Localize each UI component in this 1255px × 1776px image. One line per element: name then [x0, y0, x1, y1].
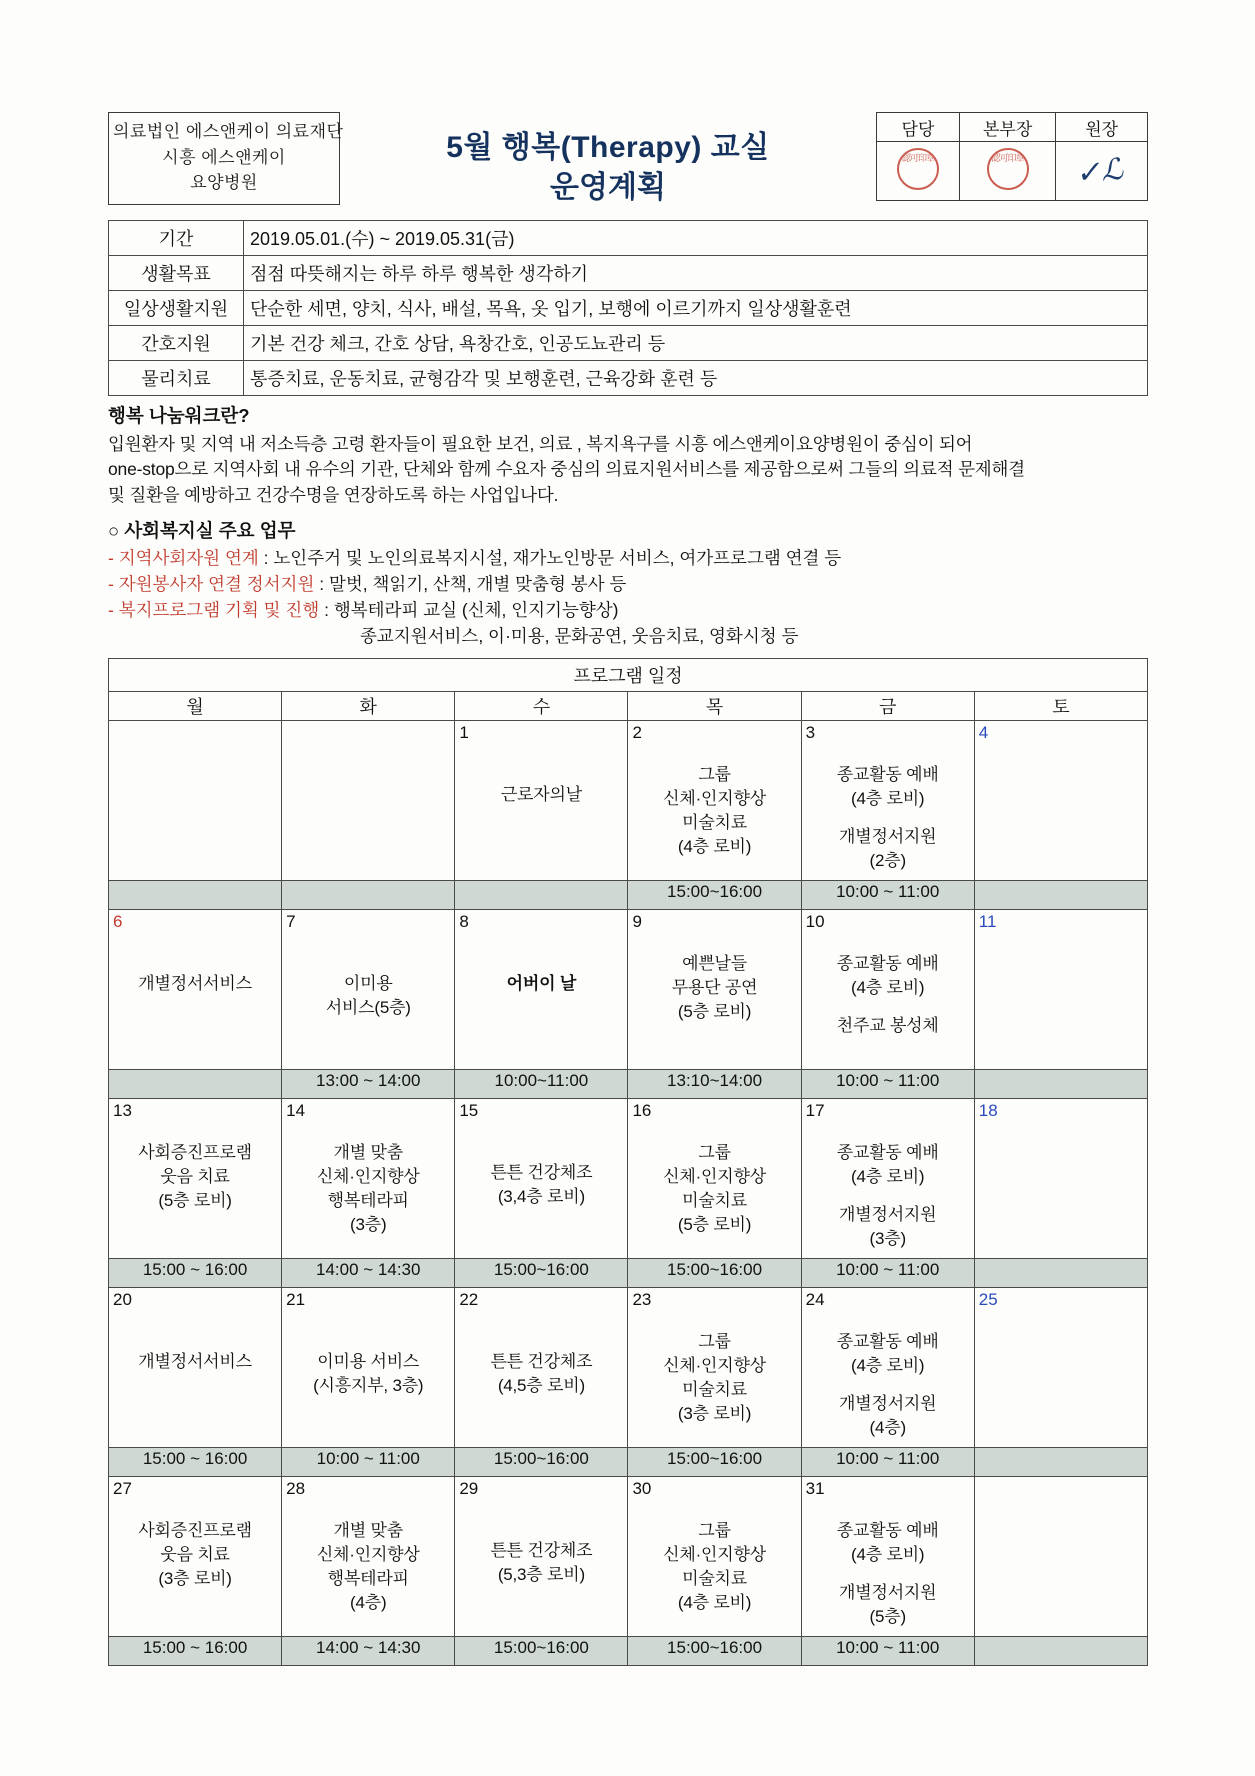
day-number: 24	[805, 1289, 825, 1309]
event-line: 개별정서서비스	[138, 1351, 252, 1371]
event-line: 그룹	[698, 1520, 731, 1540]
document-sheet	[108, 112, 1148, 1666]
calendar-week-row	[109, 909, 1148, 1069]
event-line: 무용단 공연	[671, 977, 758, 997]
duty-lead: - 복지프로그램 기획 및 진행	[108, 600, 320, 621]
day-events	[459, 1539, 623, 1587]
event-line: 종교활동 예배	[836, 764, 939, 784]
event-line: (4층 로비)	[677, 837, 752, 857]
day-events	[459, 783, 623, 807]
event-line: 신체·인지향상	[663, 1544, 766, 1564]
event-line: 종교활동 예배	[836, 953, 939, 973]
approval-col-3: 원장	[1056, 113, 1148, 142]
info-value: 점점 따뜻해지는 하루 하루 행복한 생각하기	[244, 256, 1148, 291]
day-number: 6	[113, 911, 123, 931]
event-time-band: 15:00~16:00	[455, 1447, 628, 1476]
calendar-week-row	[109, 1476, 1148, 1636]
event-time-band: 15:00 ~ 16:00	[109, 1447, 282, 1476]
day-events	[113, 1141, 277, 1213]
signature-mark-icon: ✓ℒ	[1076, 152, 1128, 190]
day-events	[459, 1350, 623, 1398]
event-time-band: 15:00~16:00	[628, 1258, 801, 1287]
day-number: 21	[286, 1289, 306, 1309]
table-row	[109, 361, 1148, 396]
event-line: (3층)	[869, 1229, 906, 1249]
event-line: 개별 맞춤	[333, 1142, 403, 1162]
event-line: 미술치료	[682, 1379, 747, 1399]
day-events	[806, 763, 970, 874]
calendar-time-row	[109, 880, 1148, 909]
calendar-time-row	[109, 1258, 1148, 1287]
day-number: 2	[632, 722, 642, 742]
event-line: 개별정서지원	[839, 826, 937, 846]
info-value: 2019.05.01.(수) ~ 2019.05.31(금)	[244, 221, 1148, 256]
program-description	[108, 403, 1148, 508]
weekday-header-thu: 목	[628, 691, 801, 720]
event-time-band: 15:00 ~ 16:00	[109, 1258, 282, 1287]
event-line: (4층 로비)	[851, 1544, 925, 1564]
day-number: 3	[805, 722, 816, 742]
duties-heading: ○ 사회복지실 주요 업무	[108, 519, 296, 541]
calendar-day-cell[interactable]	[109, 909, 282, 1069]
approval-signature	[1056, 142, 1148, 201]
day-number: 14	[286, 1100, 306, 1120]
day-number: 11	[978, 911, 997, 931]
calendar-title: 프로그램 일정	[108, 658, 1148, 691]
day-number: 29	[459, 1478, 479, 1498]
calendar-day-cell[interactable]	[455, 720, 628, 880]
day-events	[113, 972, 277, 996]
weekday-header-sat: 토	[974, 691, 1147, 720]
event-line: 그룹	[698, 1331, 731, 1351]
event-line: 신체·인지향상	[663, 1355, 766, 1375]
event-line: 미술치료	[682, 1190, 747, 1210]
info-value: 기본 건강 체크, 간호 상담, 욕창간호, 인공도뇨관리 등	[244, 326, 1148, 361]
event-spacer	[806, 811, 970, 825]
day-number: 23	[632, 1289, 652, 1309]
event-time-band: 15:00~16:00	[628, 880, 801, 909]
event-line: (4층 로비)	[677, 1593, 752, 1613]
day-number: 1	[459, 722, 469, 742]
event-time-band-empty	[974, 1069, 1147, 1098]
event-line: 서비스(5층)	[325, 997, 411, 1017]
day-number: 30	[632, 1478, 652, 1498]
event-time-band-empty	[974, 1636, 1147, 1665]
list-item	[108, 571, 1148, 597]
table-row	[109, 221, 1148, 256]
event-time-band-empty	[109, 880, 282, 909]
description-line: 및 질환을 예방하고 건강수명을 연장하도록 하는 사업입나다.	[108, 484, 559, 505]
event-line: 개별정서지원	[839, 1393, 937, 1413]
calendar-day-cell[interactable]	[974, 1476, 1147, 1636]
calendar-day-cell[interactable]	[109, 1098, 282, 1258]
calendar-day-cell[interactable]	[455, 1287, 628, 1447]
day-number: 9	[632, 911, 642, 931]
social-work-duties	[108, 517, 1148, 650]
event-time-band: 10:00 ~ 11:00	[801, 1636, 974, 1665]
event-spacer	[806, 1567, 970, 1581]
event-time-band: 10:00 ~ 11:00	[801, 1069, 974, 1098]
event-line: 종교활동 예배	[836, 1142, 939, 1162]
event-time-band: 10:00 ~ 11:00	[801, 880, 974, 909]
event-line: (4,5층 로비)	[497, 1375, 585, 1395]
calendar-week-row	[109, 720, 1148, 880]
day-events	[113, 1350, 277, 1374]
org-name-box	[108, 112, 344, 205]
event-line: (5층 로비)	[158, 1190, 232, 1210]
calendar-day-cell[interactable]	[282, 1476, 455, 1636]
calendar-time-row	[109, 1069, 1148, 1098]
event-line: 신체·인지향상	[316, 1544, 420, 1564]
calendar-day-cell[interactable]	[282, 909, 455, 1069]
event-line: 신체·인지향상	[663, 788, 766, 808]
table-row	[109, 256, 1148, 291]
calendar-day-cell[interactable]	[974, 1098, 1147, 1258]
event-line: (4층 로비)	[851, 1355, 925, 1375]
event-time-band: 15:00~16:00	[455, 1258, 628, 1287]
event-line: (시흥지부, 3층)	[313, 1375, 424, 1395]
event-line: (5층 로비)	[677, 1215, 752, 1235]
event-time-band: 10:00 ~ 11:00	[282, 1447, 455, 1476]
day-number: 22	[459, 1289, 479, 1309]
event-line: 종교활동 예배	[836, 1520, 939, 1540]
event-time-band: 15:00~16:00	[455, 1636, 628, 1665]
event-line: 튼튼 건강체조	[490, 1162, 593, 1182]
event-line: (4층)	[869, 1418, 906, 1438]
day-number: 28	[286, 1478, 306, 1498]
event-line: (3,4층 로비)	[497, 1186, 585, 1206]
approval-box	[876, 112, 1148, 201]
calendar-time-row	[109, 1447, 1148, 1476]
info-label: 일상생활지원	[109, 291, 244, 326]
day-number: 10	[805, 911, 825, 931]
event-line: (5층 로비)	[677, 1001, 752, 1021]
day-number: 17	[805, 1100, 825, 1120]
day-events	[632, 952, 796, 1024]
event-line: (3층 로비)	[677, 1404, 752, 1424]
duty-lead: - 자원봉사자 연결 정서지원	[108, 573, 315, 594]
event-line: (3층 로비)	[158, 1568, 232, 1588]
event-line: 그룹	[698, 764, 731, 784]
day-events	[459, 1161, 623, 1209]
event-line: 근로자의날	[500, 784, 582, 804]
event-line: 사회증진프로램	[138, 1142, 252, 1162]
day-number: 31	[805, 1478, 825, 1498]
plan-info-table	[108, 220, 1148, 396]
event-spacer	[806, 1000, 970, 1014]
approval-col-2: 본부장	[959, 113, 1055, 142]
day-number: 18	[978, 1100, 998, 1120]
day-number: 4	[978, 722, 989, 742]
event-time-band: 14:00 ~ 14:30	[282, 1258, 455, 1287]
approval-stamp-1	[877, 142, 960, 201]
event-line: 이미용 서비스	[317, 1351, 420, 1371]
org-line-1: 의료법인 에스앤케이 의료재단	[113, 122, 344, 141]
event-time-band-empty	[974, 880, 1147, 909]
day-number: 13	[113, 1100, 132, 1120]
event-time-band: 15:00~16:00	[628, 1636, 801, 1665]
info-label: 간호지원	[109, 326, 244, 361]
calendar-day-cell[interactable]	[282, 1287, 455, 1447]
calendar-day-cell[interactable]	[282, 1098, 455, 1258]
seal-stamp-icon: 認可印章	[987, 148, 1029, 190]
calendar-day-cell[interactable]	[109, 1476, 282, 1636]
calendar-day-cell[interactable]	[801, 720, 974, 880]
title-line-2: 운영계획	[550, 170, 666, 204]
duty-rest: : 행복테라피 교실 (신체, 인지기능향상)	[319, 600, 619, 621]
page-title	[340, 112, 876, 206]
event-line: 개별정서서비스	[138, 973, 252, 993]
day-events	[806, 1141, 970, 1252]
info-value: 단순한 세면, 양치, 식사, 배설, 목욕, 옷 입기, 보행에 이르기까지 일상생활훈련	[244, 291, 1148, 326]
calendar-day-cell[interactable]	[282, 720, 455, 880]
event-spacer	[806, 1378, 970, 1392]
event-time-band: 15:00~16:00	[628, 1447, 801, 1476]
table-row	[109, 326, 1148, 361]
day-number: 8	[459, 911, 469, 931]
program-calendar	[108, 691, 1148, 1666]
calendar-day-cell[interactable]	[628, 1287, 801, 1447]
event-line: (5층)	[869, 1607, 906, 1627]
list-item	[108, 545, 1148, 571]
table-row	[109, 291, 1148, 326]
event-line: 그룹	[698, 1142, 731, 1162]
event-time-band: 10:00 ~ 11:00	[801, 1258, 974, 1287]
event-line: 어버이 날	[506, 973, 577, 993]
calendar-day-cell[interactable]	[801, 909, 974, 1069]
event-line: 미술치료	[682, 812, 747, 832]
info-label: 생활목표	[109, 256, 244, 291]
calendar-day-cell[interactable]	[628, 720, 801, 880]
approval-stamp-2	[959, 142, 1055, 201]
event-time-band-empty	[109, 1069, 282, 1098]
event-line: 종교활동 예배	[836, 1331, 939, 1351]
day-events	[286, 972, 450, 1020]
event-time-band-empty	[974, 1447, 1147, 1476]
duty-sub-item: 종교지원서비스, 이·미용, 문화공연, 웃음치료, 영화시청 등	[360, 626, 799, 647]
calendar-day-cell[interactable]	[974, 720, 1147, 880]
event-time-band: 10:00 ~ 11:00	[801, 1447, 974, 1476]
day-events	[286, 1350, 450, 1398]
calendar-day-cell[interactable]	[109, 1287, 282, 1447]
info-label: 물리치료	[109, 361, 244, 396]
event-line: 개별정서지원	[839, 1582, 937, 1602]
day-events	[113, 1519, 277, 1591]
event-time-band: 10:00~11:00	[455, 1069, 628, 1098]
calendar-day-cell[interactable]	[455, 1476, 628, 1636]
day-number: 15	[459, 1100, 479, 1120]
day-events	[286, 1519, 450, 1616]
day-events	[632, 1141, 796, 1238]
event-line: 행복테라피	[327, 1190, 409, 1210]
calendar-day-cell[interactable]	[974, 1287, 1147, 1447]
org-line-2: 시흥 에스앤케이	[162, 147, 286, 167]
approval-col-1: 담당	[877, 113, 960, 142]
event-line: 신체·인지향상	[316, 1166, 420, 1186]
day-events	[806, 952, 970, 1038]
event-time-band: 15:00 ~ 16:00	[109, 1636, 282, 1665]
duty-rest: : 노인주거 및 노인의료복지시설, 재가노인방문 서비스, 여가프로그램 연결 등	[258, 547, 842, 568]
event-line: (4층 로비)	[851, 788, 925, 808]
weekday-header-tue: 화	[282, 691, 455, 720]
event-time-band: 13:00 ~ 14:00	[282, 1069, 455, 1098]
event-line: 행복테라피	[327, 1568, 409, 1588]
event-time-band-empty	[282, 880, 455, 909]
event-line: 천주교 봉성체	[836, 1015, 939, 1035]
event-spacer	[806, 1189, 970, 1203]
calendar-week-row	[109, 1098, 1148, 1258]
day-events	[632, 1519, 796, 1616]
event-time-band-empty	[455, 880, 628, 909]
duty-lead: - 지역사회자원 연계	[108, 547, 259, 568]
event-line: 사회증진프로램	[138, 1520, 252, 1540]
weekday-header-wed: 수	[455, 691, 628, 720]
event-line: (5,3층 로비)	[497, 1564, 585, 1584]
description-line: 입원환자 및 지역 내 저소득층 고령 환자들이 필요한 보건, 의료 , 복지욕구를 시흥 에스앤케이요양병원이 중심이 되어	[108, 433, 973, 454]
day-events	[632, 763, 796, 860]
event-line: (4층 로비)	[851, 1166, 925, 1186]
calendar-weekday-row	[109, 691, 1148, 720]
calendar-day-cell[interactable]	[801, 1476, 974, 1636]
duty-rest: : 말벗, 책읽기, 산책, 개별 맞춤형 봉사 등	[314, 573, 627, 594]
event-line: 웃음 치료	[160, 1166, 230, 1186]
day-number: 16	[632, 1100, 652, 1120]
calendar-week-row	[109, 1287, 1148, 1447]
event-time-band-empty	[974, 1258, 1147, 1287]
seal-stamp-icon: 認可印章	[897, 148, 939, 190]
calendar-day-cell[interactable]	[455, 909, 628, 1069]
day-number: 20	[113, 1289, 132, 1309]
info-value: 통증치료, 운동치료, 균형감각 및 보행훈련, 근육강화 훈련 등	[244, 361, 1148, 396]
calendar-day-cell[interactable]	[628, 1476, 801, 1636]
event-line: (4층)	[350, 1593, 387, 1613]
weekday-header-mon: 월	[109, 691, 282, 720]
info-label: 기간	[109, 221, 244, 256]
description-heading: 행복 나눔워크란?	[108, 405, 250, 426]
day-events	[806, 1330, 970, 1441]
day-events	[632, 1330, 796, 1427]
event-line: 웃음 치료	[160, 1544, 230, 1564]
calendar-day-cell[interactable]	[455, 1098, 628, 1258]
event-time-band: 13:10~14:00	[628, 1069, 801, 1098]
event-line: 이미용	[343, 973, 393, 993]
day-number: 27	[113, 1478, 132, 1498]
document-header	[108, 112, 1148, 212]
event-line: 튼튼 건강체조	[490, 1540, 593, 1560]
calendar-day-cell[interactable]	[801, 1287, 974, 1447]
day-number: 7	[286, 911, 296, 931]
day-events	[286, 1141, 450, 1238]
event-line: 튼튼 건강체조	[490, 1351, 593, 1371]
event-line: 예쁜날들	[682, 953, 747, 973]
org-line-3: 요양병원	[190, 173, 258, 192]
event-time-band: 14:00 ~ 14:30	[282, 1636, 455, 1665]
day-events	[806, 1519, 970, 1630]
title-line-1: 5월 행복(Therapy) 교실	[446, 131, 770, 164]
event-line: 개별정서지원	[839, 1204, 937, 1224]
weekday-header-fri: 금	[801, 691, 974, 720]
event-line: (3층)	[350, 1215, 387, 1235]
calendar-day-cell[interactable]	[628, 1098, 801, 1258]
calendar-day-cell[interactable]	[109, 720, 282, 880]
calendar-time-row	[109, 1636, 1148, 1665]
event-line: (2층)	[869, 851, 906, 871]
event-line: 신체·인지향상	[663, 1166, 766, 1186]
calendar-day-cell[interactable]	[974, 909, 1147, 1069]
day-number: 25	[978, 1289, 998, 1309]
event-line: 미술치료	[682, 1568, 747, 1588]
event-line: 개별 맞춤	[333, 1520, 403, 1540]
calendar-day-cell[interactable]	[628, 909, 801, 1069]
description-line: one-stop으로 지역사회 내 유수의 기관, 단체와 함께 수요자 중심의 의료지원서비스를 제공함으로써 그들의 의료적 문제해결	[108, 459, 1025, 480]
list-item	[108, 597, 1148, 623]
day-events	[459, 972, 623, 996]
calendar-day-cell[interactable]	[801, 1098, 974, 1258]
event-line: (4층 로비)	[851, 977, 925, 997]
